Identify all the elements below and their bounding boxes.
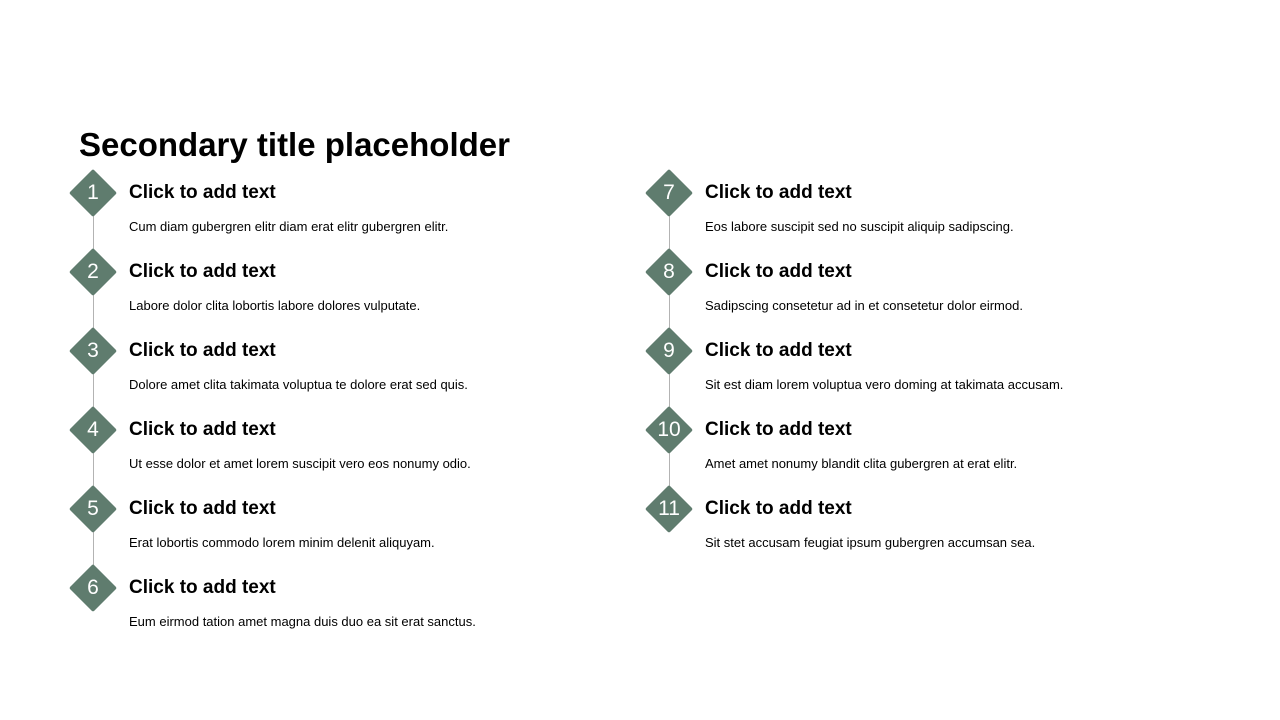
step-number: 11 — [658, 497, 680, 520]
step-item — [68, 247, 628, 327]
step-item — [644, 168, 1204, 248]
step-number: 3 — [87, 339, 99, 362]
step-item — [644, 247, 1204, 327]
step-marker — [644, 326, 694, 376]
step-description[interactable]: Erat lobortis commodo lorem minim delenit aliquyam. — [129, 535, 435, 550]
step-heading[interactable]: Click to add text — [705, 261, 852, 282]
step-description[interactable]: Amet amet nonumy blandit clita gubergren at erat elitr. — [705, 456, 1018, 471]
step-marker — [68, 484, 118, 534]
step-item — [68, 484, 628, 564]
step-item — [644, 484, 1204, 564]
step-marker — [644, 405, 694, 455]
step-heading[interactable]: Click to add text — [129, 182, 276, 203]
step-heading[interactable]: Click to add text — [705, 419, 852, 440]
slide-title[interactable]: Secondary title placeholder — [79, 126, 510, 163]
step-item — [644, 405, 1204, 485]
step-number: 5 — [87, 497, 99, 520]
step-item — [68, 326, 628, 406]
step-description[interactable]: Eum eirmod tation amet magna duis duo ea sit erat sanctus. — [129, 614, 476, 629]
step-marker — [68, 326, 118, 376]
step-marker — [68, 563, 118, 613]
step-item — [68, 563, 628, 643]
step-number: 2 — [87, 260, 99, 283]
step-marker — [644, 484, 694, 534]
step-heading[interactable]: Click to add text — [129, 498, 276, 519]
step-marker — [68, 247, 118, 297]
step-description[interactable]: Ut esse dolor et amet lorem suscipit vero eos nonumy odio. — [129, 456, 471, 471]
step-number: 7 — [663, 181, 675, 204]
step-description[interactable]: Sit est diam lorem voluptua vero doming at takimata accusam. — [705, 377, 1064, 392]
step-description[interactable]: Labore dolor clita lobortis labore dolores vulputate. — [129, 298, 421, 313]
step-number: 9 — [663, 339, 675, 362]
step-heading[interactable]: Click to add text — [705, 340, 852, 361]
step-description[interactable]: Sadipscing consetetur ad in et consetetur dolor eirmod. — [705, 298, 1023, 313]
step-number: 6 — [87, 576, 99, 599]
step-marker — [644, 247, 694, 297]
step-number: 10 — [657, 418, 681, 441]
step-number: 8 — [663, 260, 675, 283]
step-item — [644, 326, 1204, 406]
step-heading[interactable]: Click to add text — [129, 261, 276, 282]
step-heading[interactable]: Click to add text — [705, 182, 852, 203]
step-heading[interactable]: Click to add text — [129, 340, 276, 361]
step-heading[interactable]: Click to add text — [129, 577, 276, 598]
step-number: 4 — [87, 418, 99, 441]
step-marker — [68, 168, 118, 218]
step-description[interactable]: Eos labore suscipit sed no suscipit aliquip sadipscing. — [705, 219, 1014, 234]
step-item — [68, 168, 628, 248]
step-description[interactable]: Dolore amet clita takimata voluptua te dolore erat sed quis. — [129, 377, 468, 392]
step-item — [68, 405, 628, 485]
step-heading[interactable]: Click to add text — [129, 419, 276, 440]
step-number: 1 — [87, 181, 99, 204]
step-description[interactable]: Cum diam gubergren elitr diam erat elitr gubergren elitr. — [129, 219, 449, 234]
step-marker — [68, 405, 118, 455]
step-marker — [644, 168, 694, 218]
step-description[interactable]: Sit stet accusam feugiat ipsum gubergren accumsan sea. — [705, 535, 1036, 550]
step-heading[interactable]: Click to add text — [705, 498, 852, 519]
